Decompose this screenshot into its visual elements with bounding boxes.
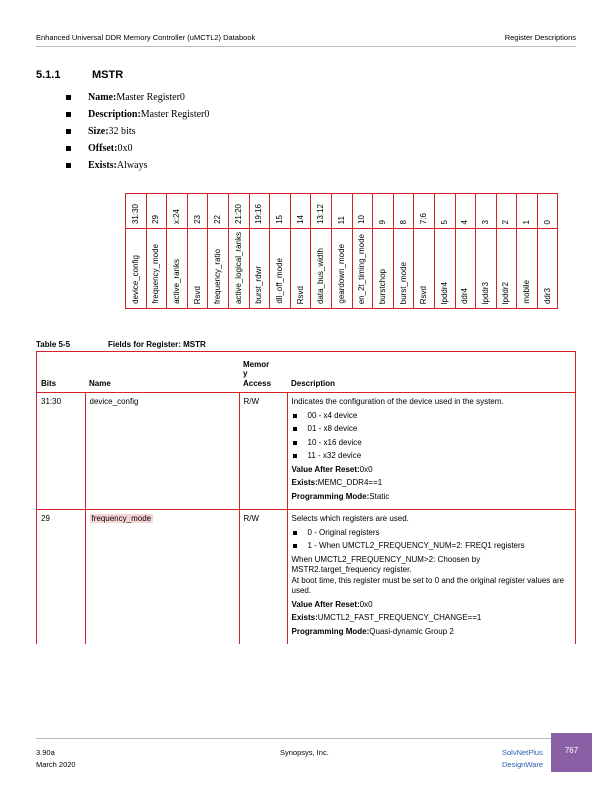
page-number: 767 bbox=[551, 733, 592, 772]
row-bits: 31:30 bbox=[37, 393, 86, 510]
row-description bbox=[287, 510, 576, 645]
bullet-icon bbox=[293, 454, 297, 458]
field-cell: en_2t_timing_mode bbox=[352, 229, 373, 309]
prop-label: Offset: bbox=[88, 143, 118, 154]
field-cell: active_ranks bbox=[167, 229, 188, 309]
prop-label: Name: bbox=[88, 92, 117, 103]
bullet-icon bbox=[66, 146, 71, 151]
col-name-header: Name bbox=[85, 352, 239, 393]
list-item: 1 - When UMCTL2_FREQUENCY_NUM=2: FREQ1 registers bbox=[292, 541, 572, 552]
desc-intro: Indicates the configuration of the device used in the system. bbox=[291, 397, 504, 406]
register-bit-map bbox=[125, 193, 558, 309]
row-field-name bbox=[85, 510, 239, 645]
table-row bbox=[37, 510, 576, 645]
prop-value: 32 bits bbox=[108, 126, 136, 137]
table-caption-number: Table 5-5 bbox=[36, 340, 71, 349]
bit-cell: 9 bbox=[373, 194, 394, 229]
field-cell: lpddr4 bbox=[434, 229, 455, 309]
col-access-header: Memor y Access bbox=[239, 352, 287, 393]
table-header-row bbox=[37, 352, 576, 393]
desc-note: When UMCTL2_FREQUENCY_NUM>2: Choosen by MSTR2.target_frequency register. bbox=[291, 554, 481, 574]
bit-cell: 11 bbox=[331, 194, 352, 229]
row-access: R/W bbox=[239, 393, 287, 510]
desc-options bbox=[292, 528, 572, 552]
prop-value: Always bbox=[116, 160, 148, 171]
col-bits-header: Bits bbox=[37, 352, 86, 393]
field-cell: frequency_ratio bbox=[208, 229, 229, 309]
row-bits: 29 bbox=[37, 510, 86, 645]
col-description-header: Description bbox=[287, 352, 576, 393]
list-item: 0 - Original registers bbox=[292, 528, 572, 539]
bullet-icon bbox=[293, 441, 297, 445]
solvnetplus-link[interactable]: SolvNetPlus bbox=[502, 748, 543, 757]
prop-size bbox=[66, 126, 209, 143]
row-field-name: device_config bbox=[85, 393, 239, 510]
desc-exists: Exists:MEMC_DDR4==1 bbox=[291, 478, 383, 487]
section-number: 5.1.1 bbox=[36, 69, 61, 81]
prop-label: Description: bbox=[88, 109, 141, 120]
designware-link[interactable]: DesignWare bbox=[502, 760, 543, 769]
field-cell: ddr4 bbox=[455, 229, 476, 309]
field-name-link[interactable]: frequency_mode bbox=[91, 514, 152, 523]
bullet-icon bbox=[293, 531, 297, 535]
field-cell: Rsvd bbox=[187, 229, 208, 309]
field-cell: frequency_mode bbox=[146, 229, 167, 309]
bullet-icon bbox=[66, 129, 71, 134]
bullet-icon bbox=[66, 163, 71, 168]
list-item: 01 - x8 device bbox=[292, 424, 572, 435]
prop-name bbox=[66, 92, 209, 109]
field-cell: lpddr2 bbox=[496, 229, 517, 309]
bit-cell: 19:16 bbox=[249, 194, 270, 229]
desc-programming-mode: Programming Mode:Quasi-dynamic Group 2 bbox=[291, 626, 454, 636]
bullet-icon bbox=[293, 414, 297, 418]
footer-company: Synopsys, Inc. bbox=[280, 748, 329, 757]
prop-exists bbox=[66, 160, 209, 177]
bullet-icon bbox=[293, 427, 297, 431]
register-properties bbox=[66, 92, 209, 177]
bullet-icon bbox=[293, 544, 297, 548]
list-item: 11 - x32 device bbox=[292, 451, 572, 462]
bit-cell: 21:20 bbox=[228, 194, 249, 229]
field-cell: burst_mode bbox=[393, 229, 414, 309]
section-title: MSTR bbox=[92, 69, 124, 81]
field-cell: data_bus_width bbox=[311, 229, 332, 309]
row-description bbox=[287, 393, 576, 510]
bit-cell: 29 bbox=[146, 194, 167, 229]
field-name-row bbox=[126, 229, 558, 309]
table-caption-title: Fields for Register: MSTR bbox=[108, 340, 206, 349]
bit-cell: 5 bbox=[434, 194, 455, 229]
prop-value: Master Register0 bbox=[116, 92, 185, 103]
bullet-icon bbox=[66, 112, 71, 117]
desc-programming-mode: Programming Mode:Static bbox=[291, 491, 390, 501]
desc-reset: Value After Reset:0x0 bbox=[291, 599, 373, 609]
prop-description bbox=[66, 109, 209, 126]
header-title: Enhanced Universal DDR Memory Controller (uMCTL2) Databook bbox=[36, 33, 256, 42]
desc-note: At boot time, this register must be set to 0 and the original register values are used. bbox=[291, 575, 565, 595]
footer-version: 3.90a bbox=[36, 748, 55, 757]
prop-value: 0x0 bbox=[117, 143, 133, 154]
bit-cell: 31:30 bbox=[126, 194, 147, 229]
bit-cell: 2 bbox=[496, 194, 517, 229]
desc-reset: Value After Reset:0x0 bbox=[291, 464, 373, 474]
table-row bbox=[37, 393, 576, 510]
desc-intro: Selects which registers are used. bbox=[291, 514, 409, 523]
desc-options bbox=[292, 411, 572, 462]
list-item: 00 - x4 device bbox=[292, 411, 572, 422]
bit-cell: 14 bbox=[290, 194, 311, 229]
bit-range-row bbox=[126, 194, 558, 229]
field-cell: Rsvd bbox=[414, 229, 435, 309]
field-cell: mobile bbox=[517, 229, 538, 309]
header-section: Register Descriptions bbox=[504, 33, 576, 42]
field-cell: burst_rdwr bbox=[249, 229, 270, 309]
footer-date: March 2020 bbox=[36, 760, 76, 769]
field-cell: active_logical_ranks bbox=[228, 229, 249, 309]
bit-cell: 23 bbox=[187, 194, 208, 229]
field-cell: lpddr3 bbox=[476, 229, 497, 309]
prop-value: Master Register0 bbox=[140, 109, 210, 120]
bit-cell: 10 bbox=[352, 194, 373, 229]
field-cell: geardown_mode bbox=[331, 229, 352, 309]
field-cell: burstchop bbox=[373, 229, 394, 309]
bit-cell: x:24 bbox=[167, 194, 188, 229]
prop-label: Size: bbox=[88, 126, 109, 137]
bit-cell: 22 bbox=[208, 194, 229, 229]
desc-exists: Exists:UMCTL2_FAST_FREQUENCY_CHANGE==1 bbox=[291, 613, 482, 622]
fields-table bbox=[36, 351, 576, 644]
bit-cell: 3 bbox=[476, 194, 497, 229]
list-item: 10 - x16 device bbox=[292, 438, 572, 449]
header-divider bbox=[36, 46, 576, 47]
bit-cell: 7:6 bbox=[414, 194, 435, 229]
bit-cell: 4 bbox=[455, 194, 476, 229]
field-cell: device_config bbox=[126, 229, 147, 309]
bit-cell: 15 bbox=[270, 194, 291, 229]
bullet-icon bbox=[66, 95, 71, 100]
prop-offset bbox=[66, 143, 209, 160]
footer-divider bbox=[36, 738, 576, 739]
bit-cell: 13:12 bbox=[311, 194, 332, 229]
row-access: R/W bbox=[239, 510, 287, 645]
bit-cell: 0 bbox=[537, 194, 558, 229]
bit-cell: 8 bbox=[393, 194, 414, 229]
field-cell: ddr3 bbox=[537, 229, 558, 309]
prop-label: Exists: bbox=[88, 160, 117, 171]
field-cell: dll_off_mode bbox=[270, 229, 291, 309]
bit-cell: 1 bbox=[517, 194, 538, 229]
field-cell: Rsvd bbox=[290, 229, 311, 309]
